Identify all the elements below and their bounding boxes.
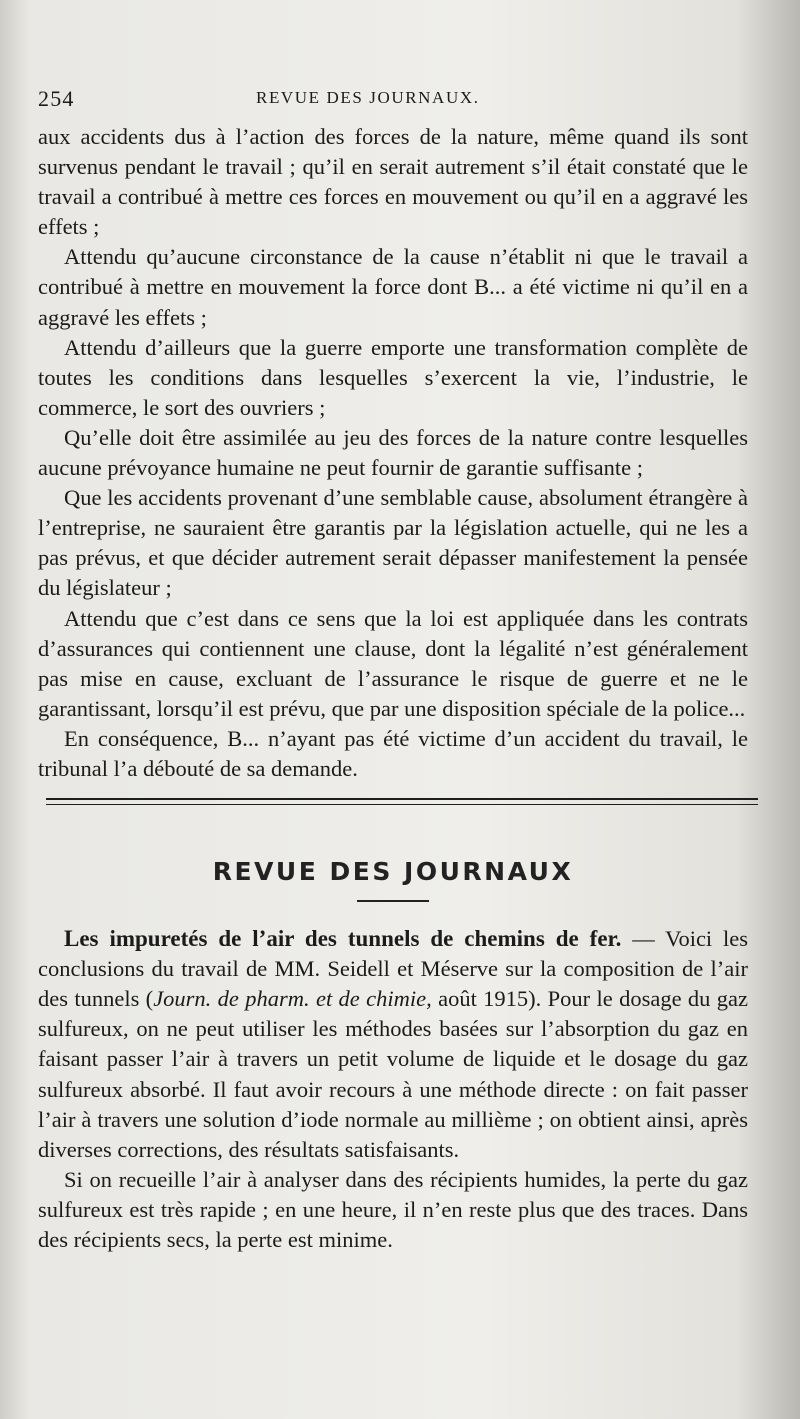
heading-dash: — [621, 926, 666, 952]
article [38, 924, 748, 1255]
page-number: 254 [38, 86, 75, 111]
paragraph: aux accidents dus à l’action des forces de la nature, même quand ils sont survenus pendant le travail ; qu’il en serait autrement s’il était constaté que le travail a contribué à mettre ces forces en mouvement ou qu’il en a aggravé les effets ; [38, 124, 748, 240]
paragraph: En conséquence, B... n’ayant pas été victime d’un accident du travail, le tribunal l’a débouté de sa demande. [38, 725, 748, 781]
double-rule [46, 798, 758, 805]
paragraph: Attendu d’ailleurs que la guerre emporte une transformation complète de toutes les conditions dans lesquelles s’exercent la vie, l’industrie, le commerce, le sort des ouvriers ; [38, 334, 748, 420]
title-underline [357, 900, 429, 902]
paragraph: Si on recueille l’air à analyser dans des récipients humides, la perte du gaz sulfureux est très rapide ; en une heure, il n’en reste plus que des traces. Dans des récipients secs, la perte est minime. [38, 1166, 748, 1252]
journal-citation: Journ. de pharm. et de chimie, [153, 986, 432, 1012]
article-first-paragraph [38, 924, 748, 1165]
paragraph: Qu’elle doit être assimilée au jeu des forces de la nature contre lesquelles aucune prévoyance humaine ne peut fournir de garantie suffisante ; [38, 424, 748, 481]
article-intro: Voici les conclusions du travail de MM. Seidell et Méserve sur la composition de l’air des tunnels ( [38, 926, 748, 1012]
paragraph: Attendu qu’aucune circonstance de la cause n’établit ni que le travail a contribué à mettre en mouvement la force dont B... a été victime ni qu’il en a aggravé les effets ; [38, 244, 748, 330]
article-heading: Les impuretés de l’air des tunnels de chemins de fer. [64, 926, 622, 952]
paragraph: Que les accidents provenant d’une semblable cause, absolument étrangère à l’entreprise, ne sauraient être garantis par la législation actuelle, qui ne les a pas prévus, et que décider autrement serait dépasser manifestement la pensée du législateur ; [38, 485, 748, 601]
section-divider [38, 798, 748, 805]
running-title: REVUE DES JOURNAUX. [256, 88, 480, 107]
paragraph: Attendu que c’est dans ce sens que la loi est appliquée dans les contrats d’assurances qui contiennent une clause, dont la légalité n’est généralement pas mise en cause, excluant de l’assurance le risque de guerre et ne le garantissant, lorsqu’il est prévu, que par une disposition spéciale de la police... [38, 605, 748, 721]
section-title: REVUE DES JOURNAUX [212, 857, 574, 887]
article-text: août 1915). Pour le dosage du gaz sulfureux, on ne peut utiliser les méthodes basées sur l’absorption du gaz en faisant passer l’air à travers un petit volume de liquide et le dosage du gaz sulfureux absorbé. Il faut avoir recours à une méthode directe : on fait passer l’air à travers une solution d’iode normale au millième ; on obtient ainsi, après diverses corrections, des résultats satisfaisants. [38, 986, 748, 1162]
continued-judgment-text [38, 122, 748, 784]
running-head [38, 82, 748, 122]
